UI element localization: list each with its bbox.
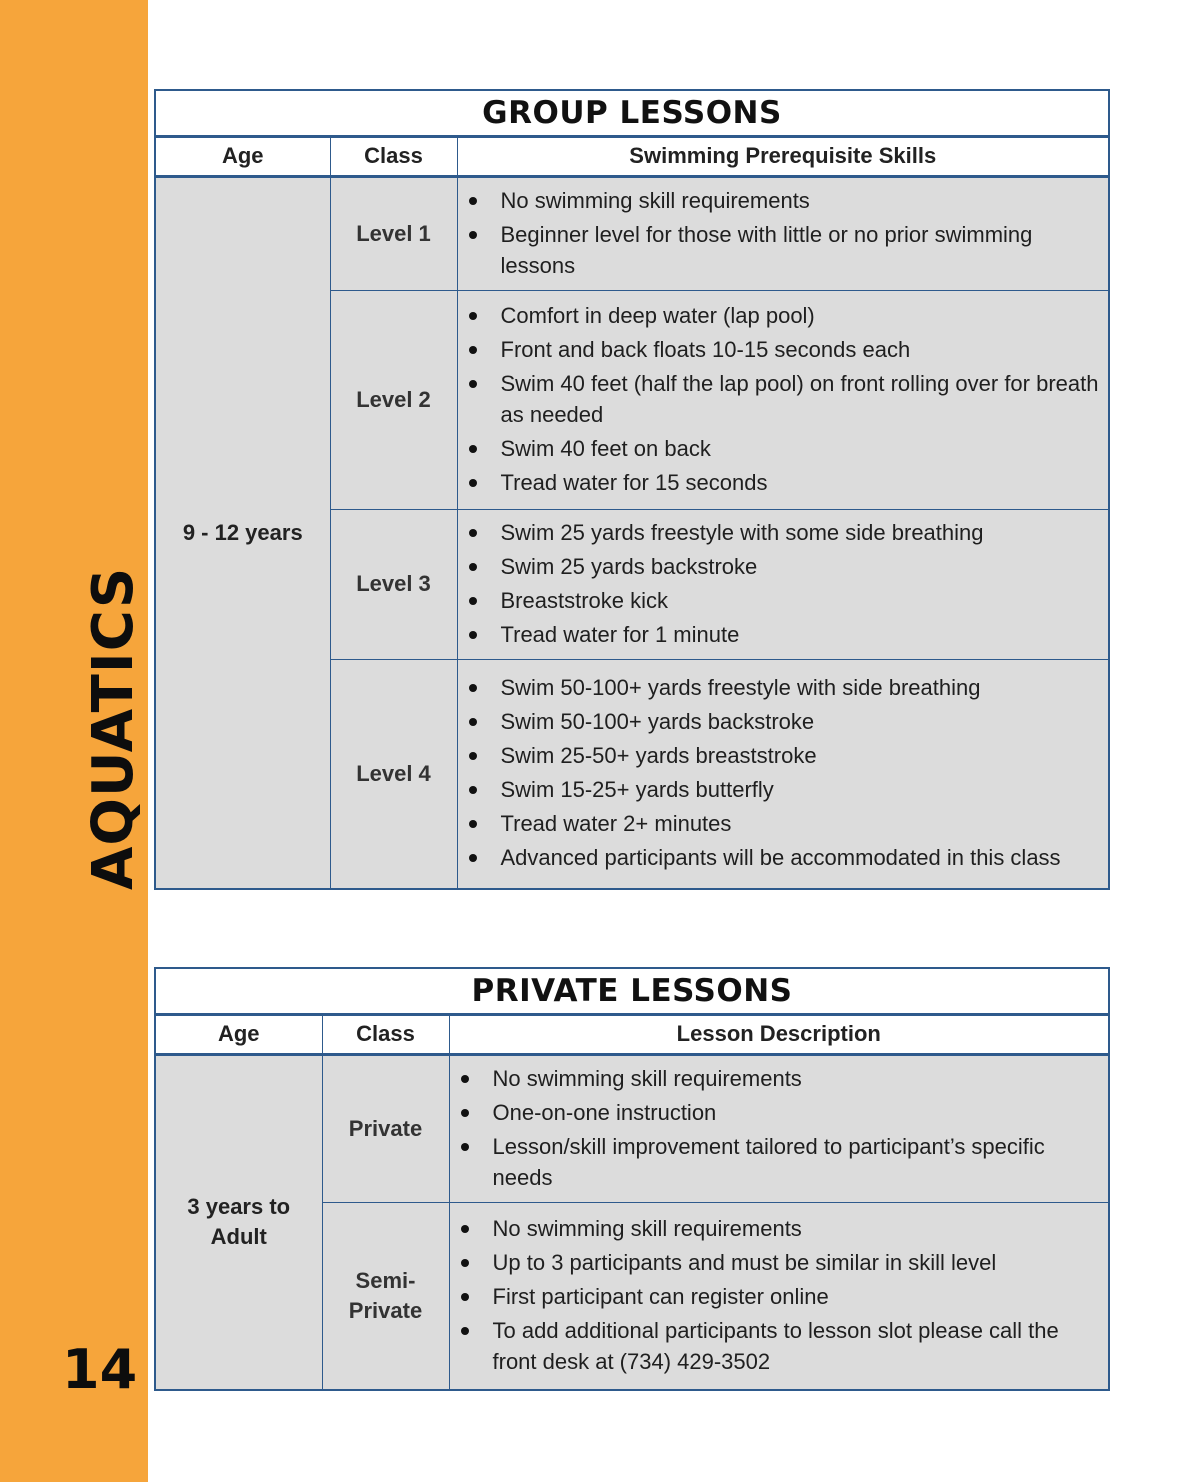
list-item: Swim 40 feet on back <box>466 433 1101 464</box>
list-item: Swim 50-100+ yards backstroke <box>466 706 1101 737</box>
list-item: Swim 25-50+ yards breaststroke <box>466 740 1101 771</box>
header-class: Class <box>322 1014 449 1054</box>
description-cell <box>449 1054 1109 1202</box>
list-item: To add additional participants to lesson slot please call the front desk at (734) 429-3502 <box>458 1315 1101 1377</box>
age-cell: 9 - 12 years <box>155 176 330 889</box>
skills-cell <box>457 509 1109 659</box>
list-item: Advanced participants will be accommodated in this class <box>466 842 1101 873</box>
header-age: Age <box>155 136 330 176</box>
list-item: No swimming skill requirements <box>466 185 1101 216</box>
list-item: No swimming skill requirements <box>458 1213 1101 1244</box>
class-cell: Private <box>322 1054 449 1202</box>
list-item: Front and back floats 10-15 seconds each <box>466 334 1101 365</box>
header-class: Class <box>330 136 457 176</box>
list-item: Tread water 2+ minutes <box>466 808 1101 839</box>
table-row <box>155 1054 1109 1202</box>
group-lessons-table <box>154 89 1110 890</box>
skills-cell <box>457 659 1109 889</box>
list-item: First participant can register online <box>458 1281 1101 1312</box>
private-lessons-table <box>154 967 1110 1391</box>
header-skills: Swimming Prerequisite Skills <box>457 136 1109 176</box>
skills-cell <box>457 176 1109 290</box>
table-row <box>155 176 1109 290</box>
header-age: Age <box>155 1014 322 1054</box>
list-item: Beginner level for those with little or no prior swimming lessons <box>466 219 1101 281</box>
list-item: Tread water for 15 seconds <box>466 467 1101 498</box>
page-number: 14 <box>62 1338 138 1401</box>
list-item: One-on-one instruction <box>458 1097 1101 1128</box>
list-item: Lesson/skill improvement tailored to participant’s specific needs <box>458 1131 1101 1193</box>
age-cell: 3 years to Adult <box>155 1054 322 1390</box>
class-cell: Level 4 <box>330 659 457 889</box>
list-item: Up to 3 participants and must be similar in skill level <box>458 1247 1101 1278</box>
list-item: Breaststroke kick <box>466 585 1101 616</box>
class-cell: Level 1 <box>330 176 457 290</box>
header-description: Lesson Description <box>449 1014 1109 1054</box>
group-lessons-title: GROUP LESSONS <box>155 90 1109 136</box>
list-item: Swim 40 feet (half the lap pool) on front rolling over for breath as needed <box>466 368 1101 430</box>
list-item: Tread water for 1 minute <box>466 619 1101 650</box>
class-cell: Level 2 <box>330 290 457 509</box>
list-item: Swim 25 yards freestyle with some side breathing <box>466 517 1101 548</box>
description-cell <box>449 1202 1109 1390</box>
class-cell: Semi-Private <box>322 1202 449 1390</box>
sidebar <box>0 0 148 1482</box>
skills-cell <box>457 290 1109 509</box>
list-item: Swim 25 yards backstroke <box>466 551 1101 582</box>
list-item: Swim 15-25+ yards butterfly <box>466 774 1101 805</box>
class-cell: Level 3 <box>330 509 457 659</box>
section-label: AQUATICS <box>81 566 146 890</box>
list-item: Swim 50-100+ yards freestyle with side breathing <box>466 672 1101 703</box>
list-item: Comfort in deep water (lap pool) <box>466 300 1101 331</box>
list-item: No swimming skill requirements <box>458 1063 1101 1094</box>
private-lessons-title: PRIVATE LESSONS <box>155 968 1109 1014</box>
